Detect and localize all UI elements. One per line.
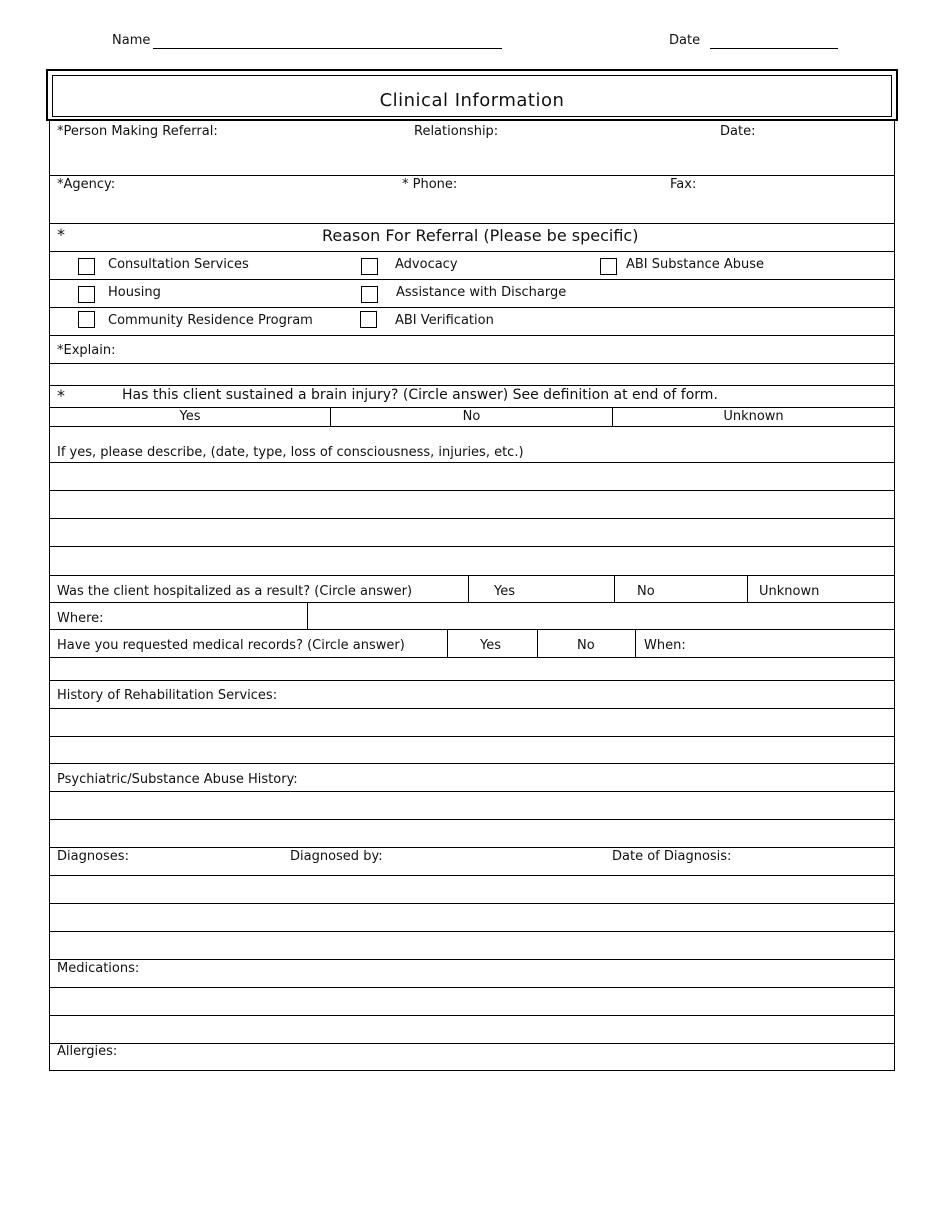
name-field[interactable] (153, 48, 502, 49)
community-residence-program-label: Community Residence Program (108, 313, 313, 328)
column-divider (468, 575, 469, 602)
row-divider (49, 763, 895, 764)
row-divider (49, 363, 895, 364)
person-making-referral-label: *Person Making Referral: (57, 124, 218, 139)
row-divider (49, 987, 895, 988)
row-divider (49, 462, 895, 463)
row-divider (49, 791, 895, 792)
row-divider (49, 629, 895, 630)
consultation-services-checkbox[interactable] (78, 258, 95, 275)
row-divider (49, 407, 895, 408)
row-divider (49, 736, 895, 737)
row-divider (49, 602, 895, 603)
reason-required-marker: * (57, 225, 65, 244)
medical-records-when-label: When: (644, 638, 686, 653)
medical-records-yes[interactable]: Yes (480, 638, 501, 653)
row-divider (49, 251, 895, 252)
housing-checkbox[interactable] (78, 286, 95, 303)
row-divider (49, 959, 895, 960)
header-date-label: Date (669, 33, 701, 48)
row-divider (49, 335, 895, 336)
hospitalized-no[interactable]: No (637, 584, 655, 599)
psych-history-label: Psychiatric/Substance Abuse History: (57, 772, 298, 787)
row-divider (49, 175, 895, 176)
row-divider (49, 847, 895, 848)
medical-records-no[interactable]: No (577, 638, 595, 653)
reason-heading: Reason For Referral (Please be specific) (322, 226, 639, 245)
row-divider (49, 426, 895, 427)
column-divider (747, 575, 748, 602)
housing-label: Housing (108, 285, 161, 300)
medical-records-question: Have you requested medical records? (Circle answer) (57, 638, 405, 653)
referral-date-label: Date: (720, 124, 756, 139)
brain-injury-required-marker: * (57, 386, 65, 405)
allergies-label: Allergies: (57, 1044, 118, 1059)
row-divider (49, 279, 895, 280)
abi-substance-abuse-checkbox[interactable] (600, 258, 617, 275)
brain-injury-question: Has this client sustained a brain injury? (Circle answer) See definition at end of form. (122, 387, 718, 403)
row-divider (49, 518, 895, 519)
phone-label: * Phone: (402, 177, 458, 192)
row-divider (49, 223, 895, 224)
brain-injury-unknown[interactable]: Unknown (723, 409, 784, 424)
row-divider (49, 1043, 895, 1044)
agency-label: *Agency: (57, 177, 116, 192)
column-divider (537, 629, 538, 657)
abi-verification-label: ABI Verification (395, 313, 494, 328)
brain-injury-no[interactable]: No (462, 409, 481, 424)
row-divider (49, 903, 895, 904)
row-divider (49, 385, 895, 386)
advocacy-checkbox[interactable] (361, 258, 378, 275)
medications-label: Medications: (57, 961, 140, 976)
date-of-diagnosis-label: Date of Diagnosis: (612, 849, 732, 864)
form-title: Clinical Information (379, 90, 565, 111)
row-divider (49, 657, 895, 658)
abi-verification-checkbox[interactable] (360, 311, 377, 328)
column-divider (635, 629, 636, 657)
where-label: Where: (57, 611, 104, 626)
row-divider (49, 1015, 895, 1016)
hospitalized-unknown[interactable]: Unknown (759, 584, 820, 599)
row-divider (49, 546, 895, 547)
name-label: Name (112, 33, 151, 48)
header-date-field[interactable] (710, 48, 838, 49)
injury-describe-label: If yes, please describe, (date, type, loss of consciousness, injuries, etc.) (57, 445, 524, 460)
diagnoses-label: Diagnoses: (57, 849, 129, 864)
brain-injury-yes[interactable]: Yes (179, 409, 201, 424)
column-divider (614, 575, 615, 602)
abi-substance-abuse-label: ABI Substance Abuse (626, 257, 765, 272)
row-divider (49, 708, 895, 709)
rehab-history-label: History of Rehabilitation Services: (57, 688, 278, 703)
row-divider (49, 819, 895, 820)
row-divider (49, 931, 895, 932)
row-divider (49, 490, 895, 491)
advocacy-label: Advocacy (395, 257, 458, 272)
hospitalized-question: Was the client hospitalized as a result? (Circle answer) (57, 584, 413, 599)
explain-label: *Explain: (57, 343, 116, 358)
assistance-with-discharge-checkbox[interactable] (361, 286, 378, 303)
column-divider (447, 629, 448, 657)
row-divider (49, 575, 895, 576)
fax-label: Fax: (670, 177, 697, 192)
row-divider (49, 307, 895, 308)
row-divider (49, 875, 895, 876)
assistance-with-discharge-label: Assistance with Discharge (396, 285, 567, 300)
hospitalized-yes[interactable]: Yes (494, 584, 515, 599)
relationship-label: Relationship: (414, 124, 499, 139)
consultation-services-label: Consultation Services (108, 257, 249, 272)
column-divider (307, 602, 308, 629)
row-divider (49, 680, 895, 681)
diagnosed-by-label: Diagnosed by: (290, 849, 383, 864)
community-residence-program-checkbox[interactable] (78, 311, 95, 328)
